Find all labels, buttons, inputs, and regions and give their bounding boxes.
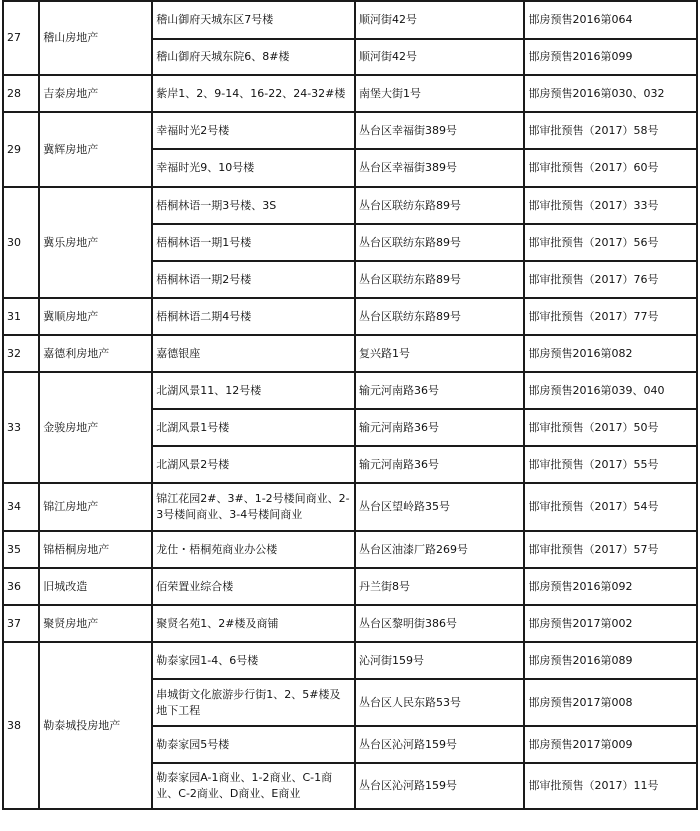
row-number: 32 bbox=[4, 336, 38, 371]
project-name: 勒泰家园5号楼 bbox=[153, 727, 354, 762]
presale-permit-no: 邯审批预售（2017）54号 bbox=[525, 484, 696, 530]
project-address: 丛台区沁河路159号 bbox=[356, 727, 523, 762]
developer-name: 吉泰房地产 bbox=[40, 76, 151, 111]
project-address: 沁河街159号 bbox=[356, 643, 523, 678]
presale-permit-no: 邯审批预售（2017）58号 bbox=[525, 113, 696, 148]
presale-permit-no: 邯房预售2016第082 bbox=[525, 336, 696, 371]
project-name: 龙仕・梧桐苑商业办公楼 bbox=[153, 532, 354, 567]
project-address: 丛台区黎明街386号 bbox=[356, 606, 523, 641]
table-row bbox=[4, 643, 696, 678]
developer-name: 冀辉房地产 bbox=[40, 113, 151, 186]
presale-permit-no: 邯审批预售（2017）57号 bbox=[525, 532, 696, 567]
presale-permit-no: 邯房预售2016第039、040 bbox=[525, 373, 696, 408]
project-address: 丛台区联纺东路89号 bbox=[356, 299, 523, 334]
row-number: 35 bbox=[4, 532, 38, 567]
project-name: 佰荣置业综合楼 bbox=[153, 569, 354, 604]
project-name: 串城街文化旅游步行街1、2、5#楼及地下工程 bbox=[153, 680, 354, 725]
presale-permit-no: 邯房预售2016第089 bbox=[525, 643, 696, 678]
project-name: 嘉德银座 bbox=[153, 336, 354, 371]
project-name: 勒泰家园1-4、6号楼 bbox=[153, 643, 354, 678]
row-number: 33 bbox=[4, 373, 38, 482]
project-address: 顺河街42号 bbox=[356, 40, 523, 74]
table-row bbox=[4, 532, 696, 567]
row-number: 29 bbox=[4, 113, 38, 186]
project-name: 幸福时光9、10号楼 bbox=[153, 150, 354, 186]
presale-permit-no: 邯审批预售（2017）60号 bbox=[525, 150, 696, 186]
presale-permit-no: 邯房预售2016第064 bbox=[525, 2, 696, 38]
table-row bbox=[4, 606, 696, 641]
project-name: 稽山御府天城东区7号楼 bbox=[153, 2, 354, 38]
developer-name: 嘉德利房地产 bbox=[40, 336, 151, 371]
project-name: 勒泰家园A-1商业、1-2商业、C-1商业、C-2商业、D商业、E商业 bbox=[153, 764, 354, 808]
project-name: 北湖风景1号楼 bbox=[153, 410, 354, 445]
developer-name: 冀乐房地产 bbox=[40, 188, 151, 297]
project-address: 丛台区人民东路53号 bbox=[356, 680, 523, 725]
presale-permit-no: 邯房预售2016第099 bbox=[525, 40, 696, 74]
developer-name: 勒泰城投房地产 bbox=[40, 643, 151, 808]
project-name: 紫岸1、2、9-14、16-22、24-32#楼 bbox=[153, 76, 354, 111]
presale-permit-no: 邯房预售2016第092 bbox=[525, 569, 696, 604]
project-name: 梧桐林语一期1号楼 bbox=[153, 225, 354, 260]
project-address: 丛台区联纺东路89号 bbox=[356, 262, 523, 297]
project-address: 丛台区幸福街389号 bbox=[356, 150, 523, 186]
presale-permit-no: 邯审批预售（2017）77号 bbox=[525, 299, 696, 334]
project-name: 梧桐林语一期2号楼 bbox=[153, 262, 354, 297]
row-number: 28 bbox=[4, 76, 38, 111]
project-address: 丹兰街8号 bbox=[356, 569, 523, 604]
table-row bbox=[4, 373, 696, 408]
row-number: 31 bbox=[4, 299, 38, 334]
table-body bbox=[4, 2, 696, 808]
project-address: 输元河南路36号 bbox=[356, 410, 523, 445]
project-address: 丛台区联纺东路89号 bbox=[356, 225, 523, 260]
project-name: 北湖风景2号楼 bbox=[153, 447, 354, 482]
presale-permit-no: 邯房预售2017第009 bbox=[525, 727, 696, 762]
developer-name: 旧城改造 bbox=[40, 569, 151, 604]
row-number: 34 bbox=[4, 484, 38, 530]
project-address: 丛台区油漆厂路269号 bbox=[356, 532, 523, 567]
project-address: 丛台区幸福街389号 bbox=[356, 113, 523, 148]
presale-permit-no: 邯审批预售（2017）50号 bbox=[525, 410, 696, 445]
project-name: 聚贤名苑1、2#楼及商铺 bbox=[153, 606, 354, 641]
project-name: 锦江花园2#、3#、1-2号楼间商业、2-3号楼间商业、3-4号楼间商业 bbox=[153, 484, 354, 530]
project-address: 丛台区联纺东路89号 bbox=[356, 188, 523, 223]
project-name: 稽山御府天城东院6、8#楼 bbox=[153, 40, 354, 74]
project-address: 复兴路1号 bbox=[356, 336, 523, 371]
developer-name: 聚贤房地产 bbox=[40, 606, 151, 641]
project-name: 梧桐林语一期3号楼、3S bbox=[153, 188, 354, 223]
row-number: 37 bbox=[4, 606, 38, 641]
presale-permit-no: 邯房预售2016第030、032 bbox=[525, 76, 696, 111]
row-number: 36 bbox=[4, 569, 38, 604]
presale-permit-no: 邯审批预售（2017）33号 bbox=[525, 188, 696, 223]
developer-name: 锦梧桐房地产 bbox=[40, 532, 151, 567]
developer-name: 金骏房地产 bbox=[40, 373, 151, 482]
table-row bbox=[4, 484, 696, 530]
presale-permit-no: 邯审批预售（2017）56号 bbox=[525, 225, 696, 260]
presale-permit-no: 邯审批预售（2017）55号 bbox=[525, 447, 696, 482]
presale-permit-no: 邯审批预售（2017）11号 bbox=[525, 764, 696, 808]
table-row bbox=[4, 336, 696, 371]
presale-permit-no: 邯房预售2017第002 bbox=[525, 606, 696, 641]
project-address: 丛台区沁河路159号 bbox=[356, 764, 523, 808]
project-address: 丛台区望岭路35号 bbox=[356, 484, 523, 530]
presale-permit-no: 邯审批预售（2017）76号 bbox=[525, 262, 696, 297]
project-name: 梧桐林语二期4号楼 bbox=[153, 299, 354, 334]
row-number: 27 bbox=[4, 2, 38, 74]
row-number: 38 bbox=[4, 643, 38, 808]
row-number: 30 bbox=[4, 188, 38, 297]
table-row bbox=[4, 2, 696, 38]
project-address: 南堡大街1号 bbox=[356, 76, 523, 111]
project-name: 幸福时光2号楼 bbox=[153, 113, 354, 148]
table-row bbox=[4, 113, 696, 148]
presale-permit-table bbox=[2, 0, 698, 810]
project-address: 输元河南路36号 bbox=[356, 373, 523, 408]
table-row bbox=[4, 299, 696, 334]
developer-name: 稽山房地产 bbox=[40, 2, 151, 74]
table-row bbox=[4, 76, 696, 111]
project-address: 顺河街42号 bbox=[356, 2, 523, 38]
table-row bbox=[4, 569, 696, 604]
presale-permit-no: 邯房预售2017第008 bbox=[525, 680, 696, 725]
project-name: 北湖风景11、12号楼 bbox=[153, 373, 354, 408]
project-address: 输元河南路36号 bbox=[356, 447, 523, 482]
table-row bbox=[4, 188, 696, 223]
developer-name: 锦江房地产 bbox=[40, 484, 151, 530]
developer-name: 冀顺房地产 bbox=[40, 299, 151, 334]
